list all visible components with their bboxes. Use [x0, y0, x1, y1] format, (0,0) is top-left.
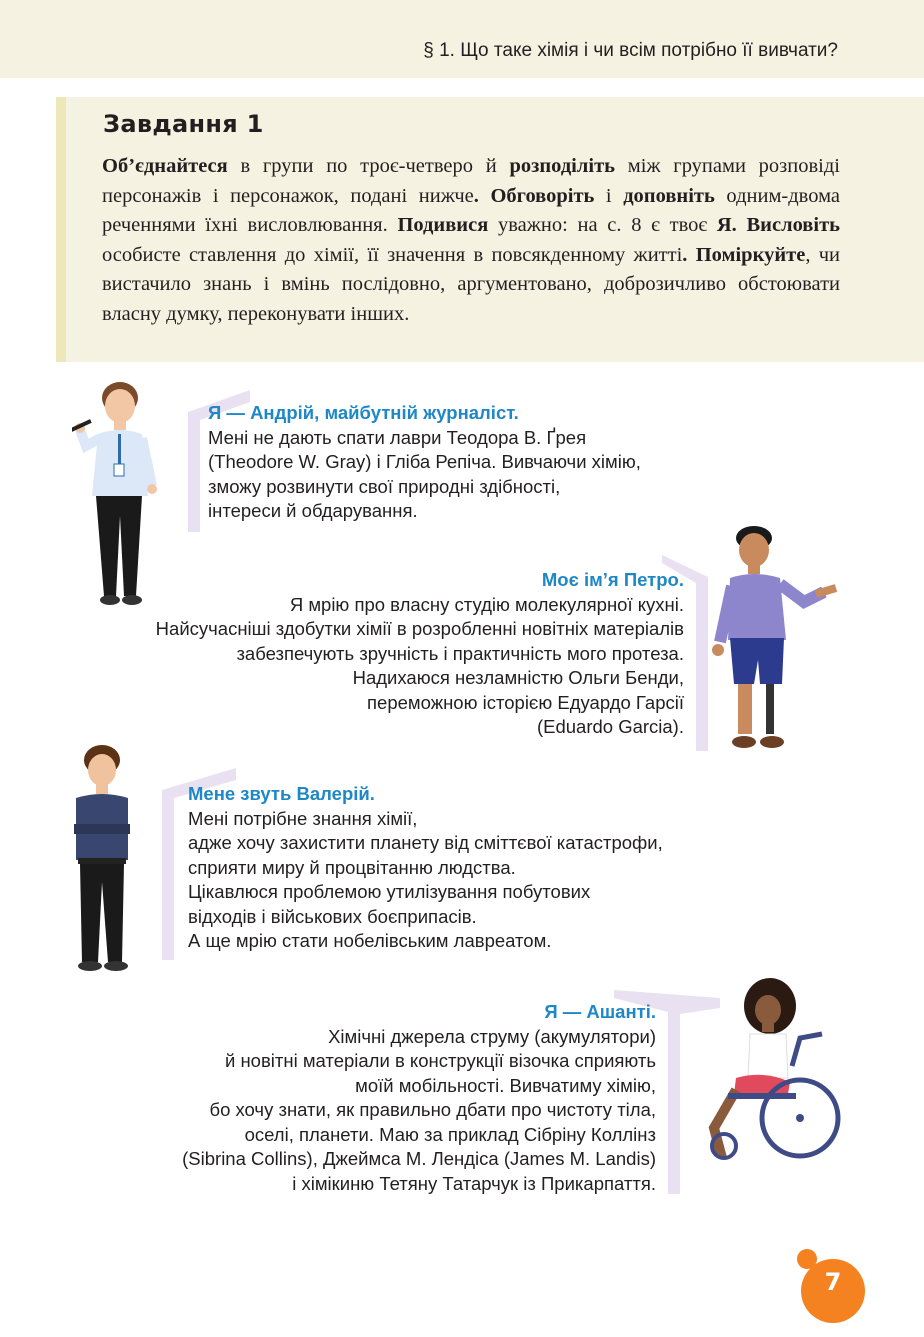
speech-line: Я мрію про власну студію молекулярної кухні. — [289, 593, 684, 615]
speech-line: Мені потрібне знання хімії, — [188, 807, 418, 829]
task-text: в групи по троє-четверо й — [227, 155, 510, 177]
speech-line: адже хочу захистити планету від сміттєвої катастрофи, — [188, 832, 663, 853]
speech-line: зможу розвинути свої природні здібності, — [208, 475, 561, 497]
speech-ashanti — [182, 1000, 656, 1196]
running-header — [0, 0, 924, 78]
speech-line: моїй мобільності. Вивчатиму хімію, — [355, 1074, 656, 1096]
speech-line: й новітні матеріали в конструкції візочка сприяють — [224, 1050, 656, 1071]
speech-line: і хімікиню Тетяну Татарчук із Прикарпаття. — [292, 1172, 656, 1194]
task-emphasis: Подивися — [397, 214, 489, 236]
speech-line: Цікавлюся проблемою утилізування побутових — [188, 881, 591, 902]
character-name: Моє ім’я Петро. — [541, 569, 684, 590]
speech-line: Найсучасніші здобутки хімії в розробленні новітніх матеріалів — [155, 618, 684, 639]
speech-line: бо хочу знати, як правильно дбати про чистоту тіла, — [209, 1099, 656, 1120]
speech-line: Мені не дають спати лаври Теодора В. Ґрея — [208, 426, 587, 448]
speech-line: оселі, планети. Маю за приклад Сібріну Коллінз — [244, 1123, 656, 1145]
task-emphasis: . Обговоріть — [473, 184, 595, 207]
petro-illustration — [708, 522, 844, 754]
task-emphasis: доповніть — [623, 184, 715, 207]
speech-line: забезпечують зручність і практичність мого протеза. — [236, 642, 684, 664]
speech-line: сприяти миру й процвітанню людства. — [188, 856, 516, 878]
character-name: Мене звуть Валерій. — [188, 783, 375, 804]
task-text: одним-двома реченнями їхні висловлювання. — [102, 184, 841, 236]
task-title: Завдання 1 — [103, 110, 264, 138]
speech-andrii — [208, 401, 641, 524]
task-accent-bar — [56, 97, 66, 362]
task-emphasis: Об’єднайтеся — [102, 155, 228, 177]
task-text: і — [594, 184, 624, 207]
speech-line: (Sibrina Collins), Джеймса М. Лендіса (James M. Landis) — [182, 1148, 656, 1169]
speech-line: Хімічні джерела струму (акумулятори) — [328, 1025, 656, 1047]
ashanti-illustration — [684, 978, 844, 1174]
task-emphasis: розподіліть — [509, 155, 615, 177]
speech-line: (Theodore W. Gray) і Гліба Репіча. Вивчаючи хімію, — [208, 451, 641, 472]
speech-valerii — [188, 782, 663, 954]
character-name: Я — Ашанті. — [544, 1001, 656, 1022]
speech-line: (Eduardo Garcia). — [536, 716, 684, 737]
task-emphasis: . Поміркуйте — [682, 243, 806, 266]
speech-line: відходів і військових боєприпасів. — [188, 905, 477, 927]
speech-line: Надихаюся незламністю Ольги Бенди, — [352, 667, 684, 688]
page-number: 7 — [824, 1268, 842, 1296]
character-name: Я — Андрій, майбутній журналіст. — [208, 402, 519, 423]
speech-line: інтереси й обдарування. — [208, 500, 418, 521]
task-text: уважно: на с. 8 є твоє — [488, 214, 717, 236]
task-text: , чи вистачило знань і вмінь послідовно, аргументовано, доброзичливо обстоювати власну думку, переконувати інших. — [102, 243, 841, 325]
speech-line: переможною історією Едуардо Гарсії — [367, 691, 684, 713]
valerii-illustration — [70, 742, 134, 974]
task-instructions — [102, 152, 840, 329]
task-text: особисте ставлення до хімії, її значення в повсякденному житті — [102, 243, 683, 266]
andrii-illustration — [72, 376, 162, 606]
task-text: між групами розповіді персонажів і персонажок, подані нижче — [102, 155, 841, 207]
section-title: § 1. Що таке хімія і чи всім потрібно її вивчати? — [423, 40, 838, 61]
speech-line: А ще мрію стати нобелівським лавреатом. — [188, 930, 552, 951]
task-emphasis: Я. Висловіть — [716, 214, 840, 236]
speech-petro — [156, 568, 684, 740]
